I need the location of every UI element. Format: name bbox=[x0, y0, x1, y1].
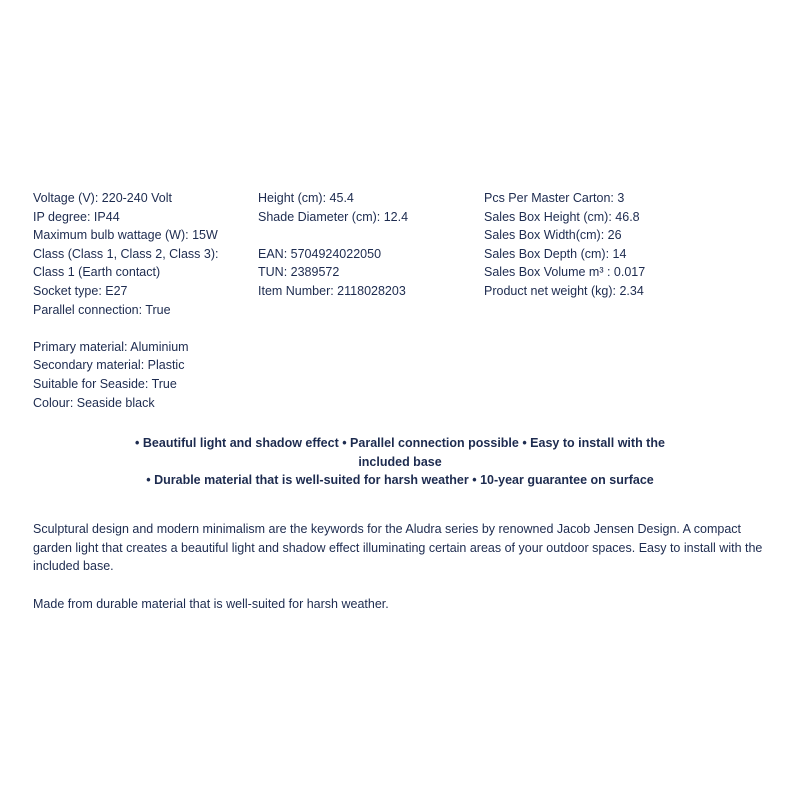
spec-class-label: Class (Class 1, Class 2, Class 3): bbox=[33, 246, 219, 261]
spec-ip-degree: IP degree: IP44 bbox=[33, 209, 120, 224]
spec-secondary-material: Secondary material: Plastic bbox=[33, 358, 185, 373]
spec-tun: TUN: 2389572 bbox=[258, 265, 340, 280]
spec-net-weight: Product net weight (kg): 2.34 bbox=[484, 283, 644, 298]
product-description bbox=[33, 520, 773, 633]
feature-row: • Beautiful light and shadow effect • Parallel connection possible • Easy to install with the bbox=[135, 436, 665, 450]
spec-seaside-suitable: Suitable for Seaside: True bbox=[33, 376, 177, 391]
spec-voltage: Voltage (V): 220-240 Volt bbox=[33, 191, 172, 205]
spacer bbox=[33, 319, 248, 338]
spec-colour: Colour: Seaside black bbox=[33, 395, 155, 410]
spec-column-dimensions-ids bbox=[258, 189, 473, 301]
spec-item-number: Item Number: 2118028203 bbox=[258, 283, 406, 298]
spec-pcs-per-carton: Pcs Per Master Carton: 3 bbox=[484, 191, 625, 205]
description-paragraph: Sculptural design and modern minimalism are the keywords for the Aludra series by renowned Jacob Jensen Design. A compact garden light that creates a beautiful light and shadow effect illuminating certain areas of your outdoor spaces. Easy to install with the included base. bbox=[33, 522, 763, 574]
feature-bullets bbox=[60, 434, 740, 490]
spec-column-packaging bbox=[484, 189, 774, 301]
spec-class-value: Class 1 (Earth contact) bbox=[33, 265, 161, 280]
spacer bbox=[258, 226, 473, 245]
feature-row: • Durable material that is well-suited for harsh weather • 10-year guarantee on surface bbox=[146, 473, 654, 488]
spec-parallel-connection: Parallel connection: True bbox=[33, 302, 171, 317]
spec-height: Height (cm): 45.4 bbox=[258, 191, 354, 205]
spec-max-wattage: Maximum bulb wattage (W): 15W bbox=[33, 228, 218, 243]
spec-primary-material: Primary material: Aluminium bbox=[33, 339, 189, 354]
spec-box-volume: Sales Box Volume m³ : 0.017 bbox=[484, 265, 646, 280]
description-paragraph: Made from durable material that is well-suited for harsh weather. bbox=[33, 597, 389, 612]
spec-box-height: Sales Box Height (cm): 46.8 bbox=[484, 209, 640, 224]
spec-box-depth: Sales Box Depth (cm): 14 bbox=[484, 246, 627, 261]
feature-row: included base bbox=[358, 454, 442, 469]
spec-shade-diameter: Shade Diameter (cm): 12.4 bbox=[258, 209, 409, 224]
spec-socket-type: Socket type: E27 bbox=[33, 283, 128, 298]
spec-column-electrical-material bbox=[33, 189, 248, 412]
spec-ean: EAN: 5704924022050 bbox=[258, 246, 382, 261]
spec-box-width: Sales Box Width(cm): 26 bbox=[484, 228, 622, 243]
